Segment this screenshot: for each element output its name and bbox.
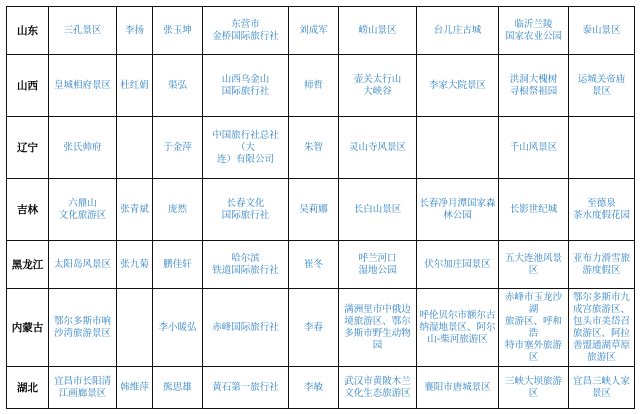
province-cell: 吉林 <box>7 179 49 241</box>
table-cell: 千山风景区 <box>499 117 569 179</box>
table-cell: 崔冬 <box>289 241 339 289</box>
province-cell: 湖北 <box>7 367 49 409</box>
table-cell: 泰山景区 <box>569 7 635 55</box>
table-cell: 赤峰国际旅行社 <box>203 289 289 367</box>
table-cell: 呼伦贝尔市额尔古 纳湿地景区、阿尔 山-柴河旅游区 <box>417 289 499 367</box>
table-cell: 襄阳市唐城景区 <box>417 367 499 409</box>
table-row <box>7 117 635 179</box>
table-cell: 六鼎山 文化旅游区 <box>49 179 117 241</box>
table-cell: 刘成军 <box>289 7 339 55</box>
table-cell <box>569 117 635 179</box>
table-cell: 满洲里市中俄边 境旅游区、鄂尔 多斯市野生动物 园 <box>339 289 417 367</box>
province-cell: 山东 <box>7 7 49 55</box>
table-cell: 李扬 <box>117 7 153 55</box>
table-cell: 李敏 <box>289 367 339 409</box>
table-cell: 运城关帝庙 景区 <box>569 55 635 117</box>
award-table <box>6 6 635 409</box>
table-cell: 太阳岛风景区 <box>49 241 117 289</box>
table-cell: 师哲 <box>289 55 339 117</box>
table-cell: 至德泉 茶水度假花园 <box>569 179 635 241</box>
table-cell: 李家大院景区 <box>417 55 499 117</box>
table-cell: 吴莉娜 <box>289 179 339 241</box>
table-cell: 渠弘 <box>153 55 203 117</box>
table-cell: 朱智 <box>289 117 339 179</box>
province-cell: 山西 <box>7 55 49 117</box>
table-cell <box>417 117 499 179</box>
table-cell <box>117 289 153 367</box>
table-cell: 杜红娟 <box>117 55 153 117</box>
table-cell <box>117 117 153 179</box>
table-cell: 武汉市黄陂木兰 文化生态旅游区 <box>339 367 417 409</box>
table-cell: 于金萍 <box>153 117 203 179</box>
table-row <box>7 7 635 55</box>
province-cell: 黑龙江 <box>7 241 49 289</box>
table-cell: 长白山景区 <box>339 179 417 241</box>
table-row <box>7 179 635 241</box>
table-cell: 张氏帅府 <box>49 117 117 179</box>
table-cell: 皇城相府景区 <box>49 55 117 117</box>
table-cell: 三峡大坝旅游区 <box>499 367 569 409</box>
table-row <box>7 289 635 367</box>
table-cell: 呼兰河口 湿地公园 <box>339 241 417 289</box>
province-cell: 内蒙古 <box>7 289 49 367</box>
table-cell: 李春 <box>289 289 339 367</box>
province-cell: 辽宁 <box>7 117 49 179</box>
table-cell: 壶关太行山 大峡谷 <box>339 55 417 117</box>
table-cell: 张九菊 <box>117 241 153 289</box>
table-cell: 庞然 <box>153 179 203 241</box>
table-cell: 长春净月潭国家森 林公园 <box>417 179 499 241</box>
table-cell: 黄石第一旅行社 <box>203 367 289 409</box>
table-cell: 五大连池风景区 <box>499 241 569 289</box>
table-cell: 临沂兰陵 国家农业公园 <box>499 7 569 55</box>
table-cell: 中国旅行社总社（大 连）有限公司 <box>203 117 289 179</box>
table-cell: 三孔景区 <box>49 7 117 55</box>
table-cell: 台儿庄古城 <box>417 7 499 55</box>
table-cell: 赤峰市玉龙沙湖 旅游区、呼和浩 特市塞外旅游区 <box>499 289 569 367</box>
table-cell: 山西乌金山 国际旅行社 <box>203 55 289 117</box>
table-cell: 长影世纪城 <box>499 179 569 241</box>
table-row <box>7 241 635 289</box>
table-cell: 鄂尔多斯市响 沙湾旅游景区 <box>49 289 117 367</box>
table-cell: 洪洞大槐树 寻根祭祖园 <box>499 55 569 117</box>
table-cell: 伏尔加庄园景区 <box>417 241 499 289</box>
table-cell: 东营市 金桥国际旅行社 <box>203 7 289 55</box>
table-cell: 鹏佳轩 <box>153 241 203 289</box>
table-cell: 灵山寺风景区 <box>339 117 417 179</box>
table-cell: 哈尔滨 铁道国际旅行社 <box>203 241 289 289</box>
table-cell: 亚布力滑雪旅 游度假区 <box>569 241 635 289</box>
table-cell: 韩维萍 <box>117 367 153 409</box>
table-cell: 张玉坤 <box>153 7 203 55</box>
table-row <box>7 55 635 117</box>
table-cell: 鄂尔多斯市九 成宫旅游区、 包头市美岱召 旅游区、阿拉 善盟通湖草原 旅游区 <box>569 289 635 367</box>
table-cell: 崂山景区 <box>339 7 417 55</box>
table-row <box>7 367 635 409</box>
table-cell: 宜昌市长阳清 江画廊景区 <box>49 367 117 409</box>
table-cell: 宜昌三峡人家 景区 <box>569 367 635 409</box>
table-cell: 熊思雄 <box>153 367 203 409</box>
table-cell: 张青斌 <box>117 179 153 241</box>
table-cell: 长春文化 国际旅行社 <box>203 179 289 241</box>
table-cell: 李小暖弘 <box>153 289 203 367</box>
